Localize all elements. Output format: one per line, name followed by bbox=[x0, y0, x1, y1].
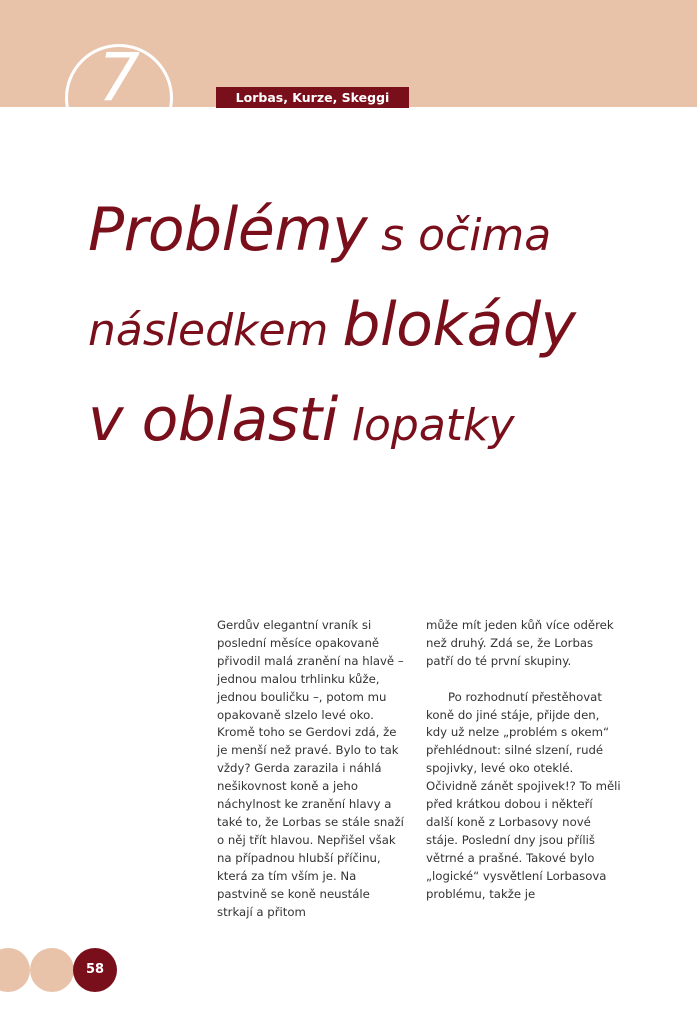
body-paragraph: Po rozhodnutí přestěhovat koně do jiné stáje, přijde den, kdy už nelze „problém s okem“ přehlédnout: silné slzení, rudé spojivky, levé oko oteklé. Očividně zánět spojivek!? To měli před krátkou dobou i někteří další koně z Lorbasovy nové stáje. Poslední dny jsou příliš větrné a prašné. Takové bylo „logické“ vysvětlení Lorbasova problému, takže je bbox=[426, 689, 621, 901]
title-line-1: Problémy s očima bbox=[88, 195, 552, 265]
decorative-dot bbox=[0, 948, 30, 992]
body-column-left bbox=[217, 617, 409, 921]
chapter-number-circle bbox=[65, 44, 173, 152]
chapter-number: 7 bbox=[98, 44, 140, 116]
chapter-label: Lorbas, Kurze, Skeggi bbox=[216, 87, 409, 108]
body-column-right bbox=[426, 617, 622, 903]
page-number: 58 bbox=[73, 948, 117, 992]
chapter-title bbox=[88, 195, 668, 455]
title-line-2: následkem blokády bbox=[88, 290, 576, 360]
body-paragraph: Gerdův elegantní vraník si poslední měsíce opakovaně přivodil malá zranění na hlavě – jednou malou trhlinku kůže, jednou bouličku –, potom mu opakovaně slzelo levé oko. Kromě toho se Gerdovi zdá, že je menší než pravé. Bylo to tak vždy? Gerda zarazila i náhlá nešikovnost koně a jeho náchylnost ke zranění hlavy a také to, že Lorbas se stále snaží o něj třít hlavou. Nepřišel však na případnou hlubší příčinu, která za tím vším je. Na pastvině se koně neustále strkají a přitom bbox=[217, 618, 404, 919]
decorative-dot bbox=[30, 948, 74, 992]
title-line-3: v oblasti lopatky bbox=[88, 385, 515, 455]
body-paragraph: může mít jeden kůň více oděrek než druhý. Zdá se, že Lorbas patří do té první skupiny. bbox=[426, 618, 614, 668]
